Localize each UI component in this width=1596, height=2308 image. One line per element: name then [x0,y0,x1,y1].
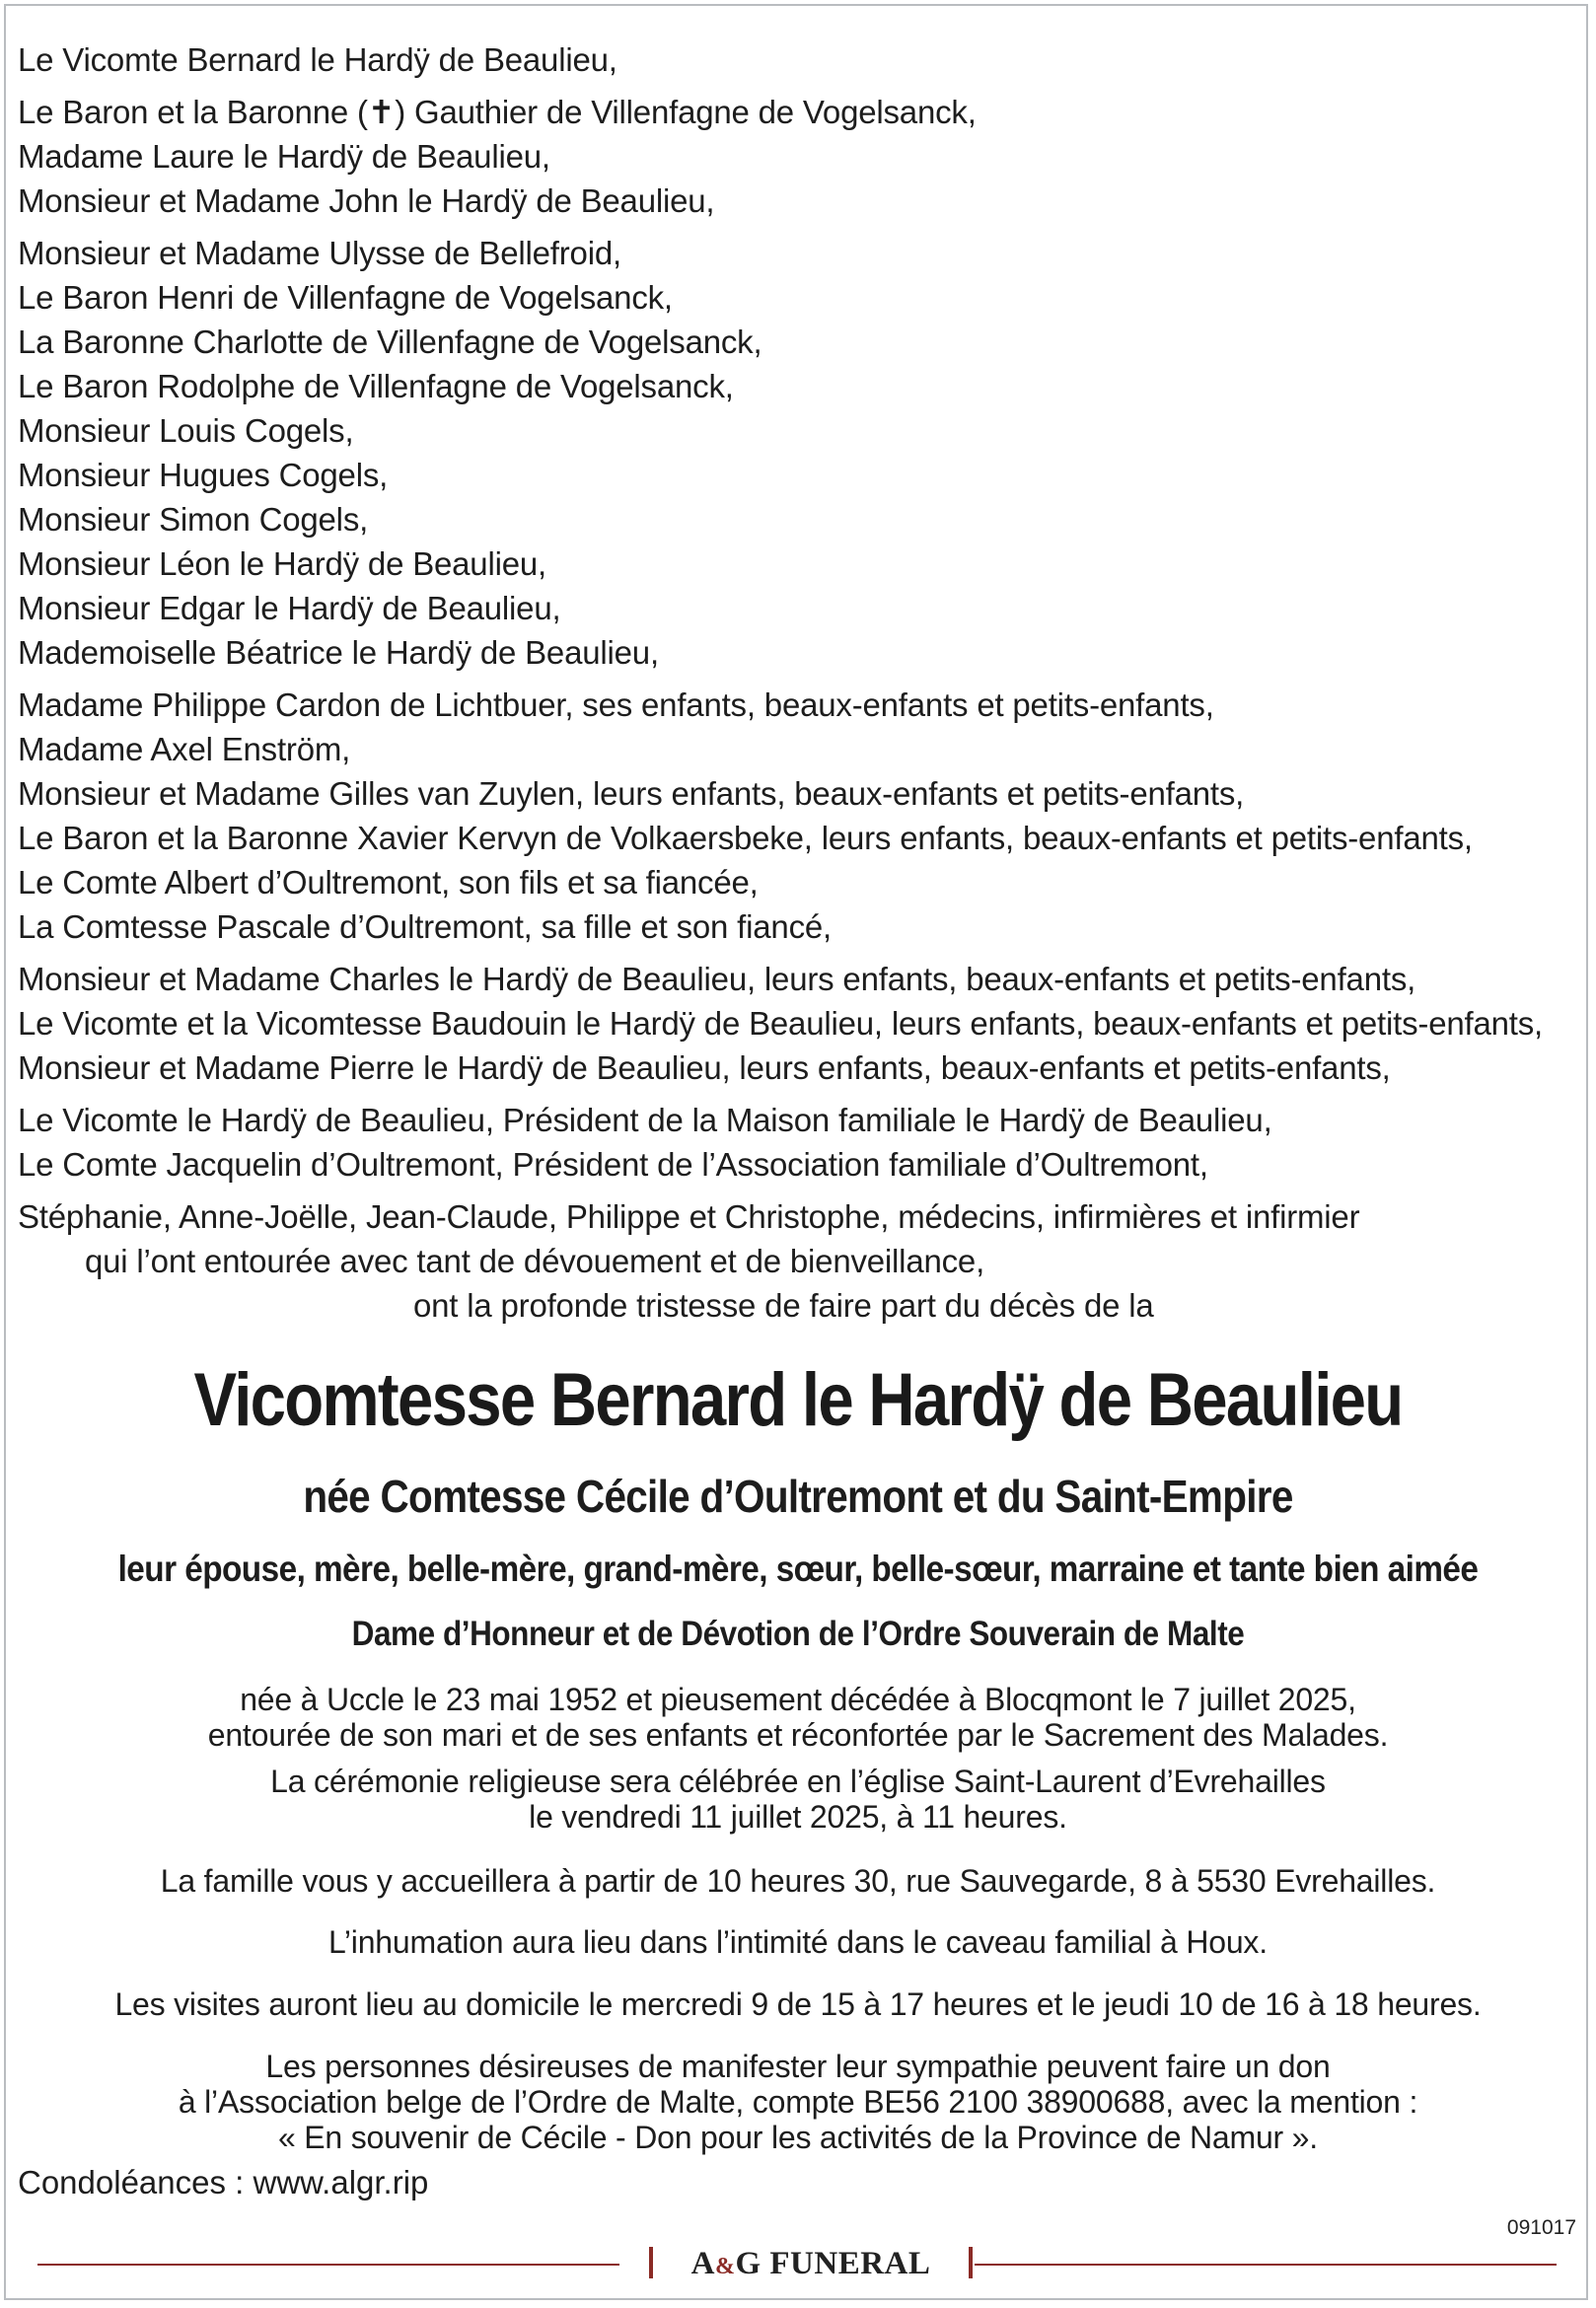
family-line: Monsieur Léon le Hardÿ de Beaulieu, [18,545,547,582]
deceased-name: Vicomtesse Bernard le Hardÿ de Beaulieu [193,1358,1403,1442]
family-line: Monsieur Hugues Cogels, [18,457,389,493]
footer-rule-right [975,2264,1557,2266]
family-line: Mademoiselle Béatrice le Hardÿ de Beaulieu, [18,634,659,671]
condolences-link[interactable]: Condoléances : www.algr.rip [18,2164,429,2200]
family-line: Le Baron et la Baronne (✝) Gauthier de Villenfagne de Vogelsanck, [18,94,977,130]
detail-line: L’inhumation aura lieu dans l’intimité dans le caveau familial à Houx. [328,1924,1268,1960]
details-welcome [0,1863,1596,1899]
detail-line: Les personnes désireuses de manifester leur sympathie peuvent faire un don [265,2049,1331,2084]
detail-line: La cérémonie religieuse sera célébrée en l’église Saint-Laurent d’Evrehailles [270,1764,1326,1799]
family-line: Monsieur et Madame Gilles van Zuylen, leurs enfants, beaux-enfants et petits-enfants, [18,775,1245,812]
details-visits [0,1986,1596,2022]
family-line: Madame Axel Enström, [18,731,351,767]
family-line: Madame Philippe Cardon de Lichtbuer, ses enfants, beaux-enfants et petits-enfants, [18,686,1214,723]
details-burial [0,1924,1596,1960]
family-line: Madame Laure le Hardÿ de Beaulieu, [18,138,550,175]
detail-line: le vendredi 11 juillet 2025, à 11 heures. [529,1799,1067,1835]
family-line: Le Vicomte le Hardÿ de Beaulieu, Président de la Maison familiale le Hardÿ de Beaulieu, [18,1102,1272,1138]
family-group [18,957,1586,1090]
deceased-maiden-name: née Comtesse Cécile d’Oultremont et du Saint-Empire [303,1471,1293,1522]
family-group [18,37,1586,82]
family-line: La Baronne Charlotte de Villenfagne de Vogelsanck, [18,324,762,360]
deceased-order: Dame d’Honneur et de Dévotion de l’Ordre Souverain de Malte [351,1615,1245,1653]
family-line: Le Baron Rodolphe de Villenfagne de Vogelsanck, [18,368,734,404]
brand-name [657,2245,965,2285]
family-line: Le Vicomte et la Vicomtesse Baudouin le Hardÿ de Beaulieu, leurs enfants, beaux-enfants et petits-enfants, [18,1005,1544,1042]
footer-logo [37,2245,1557,2284]
family-line: Le Baron Henri de Villenfagne de Vogelsanck, [18,279,673,316]
family-list [18,37,1586,1335]
details-birth [0,1682,1596,1753]
family-group [18,231,1586,675]
family-line: Monsieur et Madame Charles le Hardÿ de Beaulieu, leurs enfants, beaux-enfants et petits-enfants, [18,961,1416,997]
family-line: Le Baron et la Baronne Xavier Kervyn de Volkaersbeke, leurs enfants, beaux-enfants et petits-enfants, [18,820,1473,856]
family-line: Le Comte Albert d’Oultremont, son fils et sa fiancée, [18,864,759,901]
family-line: Monsieur et Madame Pierre le Hardÿ de Beaulieu, leurs enfants, beaux-enfants et petits-enfants, [18,1049,1391,1086]
brand-ampersand: & [714,2254,736,2279]
family-line: La Comtesse Pascale d’Oultremont, sa fille et son fiancé, [18,908,833,945]
family-line: Monsieur Simon Cogels, [18,501,369,538]
family-group [18,1098,1586,1187]
detail-line: « En souvenir de Cécile - Don pour les activités de la Province de Namur ». [278,2120,1318,2155]
family-line: Le Vicomte Bernard le Hardÿ de Beaulieu, [18,41,617,78]
detail-line: Les visites auront lieu au domicile le mercredi 9 de 15 à 17 heures et le jeudi 10 de 16 à 18 heures. [114,1986,1482,2022]
announcement-intro: ont la profonde tristesse de faire part du décès de la [413,1287,1154,1324]
detail-line: La famille vous y accueillera à partir de 10 heures 30, rue Sauvegarde, 8 à 5530 Evrehailles. [160,1863,1436,1899]
caregivers-line: Stéphanie, Anne-Joëlle, Jean-Claude, Philippe et Christophe, médecins, infirmières et infirmier [18,1198,1360,1235]
family-line: Le Comte Jacquelin d’Oultremont, Président de l’Association familiale d’Oultremont, [18,1146,1208,1183]
details-ceremony [0,1764,1596,1835]
caregivers-line: qui l’ont entourée avec tant de dévouement et de bienveillance, [85,1243,985,1279]
family-group [18,90,1586,223]
footer-bar-right [969,2247,973,2278]
family-line: Monsieur Edgar le Hardÿ de Beaulieu, [18,590,561,626]
family-line: Monsieur et Madame John le Hardÿ de Beaulieu, [18,182,715,219]
family-line: Monsieur Louis Cogels, [18,412,354,449]
footer-rule-left [37,2264,619,2266]
footer-bar-left [649,2247,653,2278]
reference-number: 091017 [1506,2216,1576,2239]
family-group [18,683,1586,949]
details-donation [0,2049,1596,2155]
brand-a: A [690,2246,715,2281]
detail-line: à l’Association belge de l’Ordre de Malte, compte BE56 2100 38900688, avec la mention : [178,2084,1418,2120]
detail-line: entourée de son mari et de ses enfants et réconfortée par le Sacrement des Malades. [207,1717,1389,1753]
family-line: Monsieur et Madame Ulysse de Bellefroid, [18,235,621,271]
deceased-roles: leur épouse, mère, belle-mère, grand-mère, sœur, belle-sœur, marraine et tante bien aimée [117,1549,1479,1589]
caregivers-group [18,1194,1586,1328]
brand-rest: G FUNERAL [735,2246,931,2281]
detail-line: née à Uccle le 23 mai 1952 et pieusement décédée à Blocqmont le 7 juillet 2025, [240,1682,1356,1717]
